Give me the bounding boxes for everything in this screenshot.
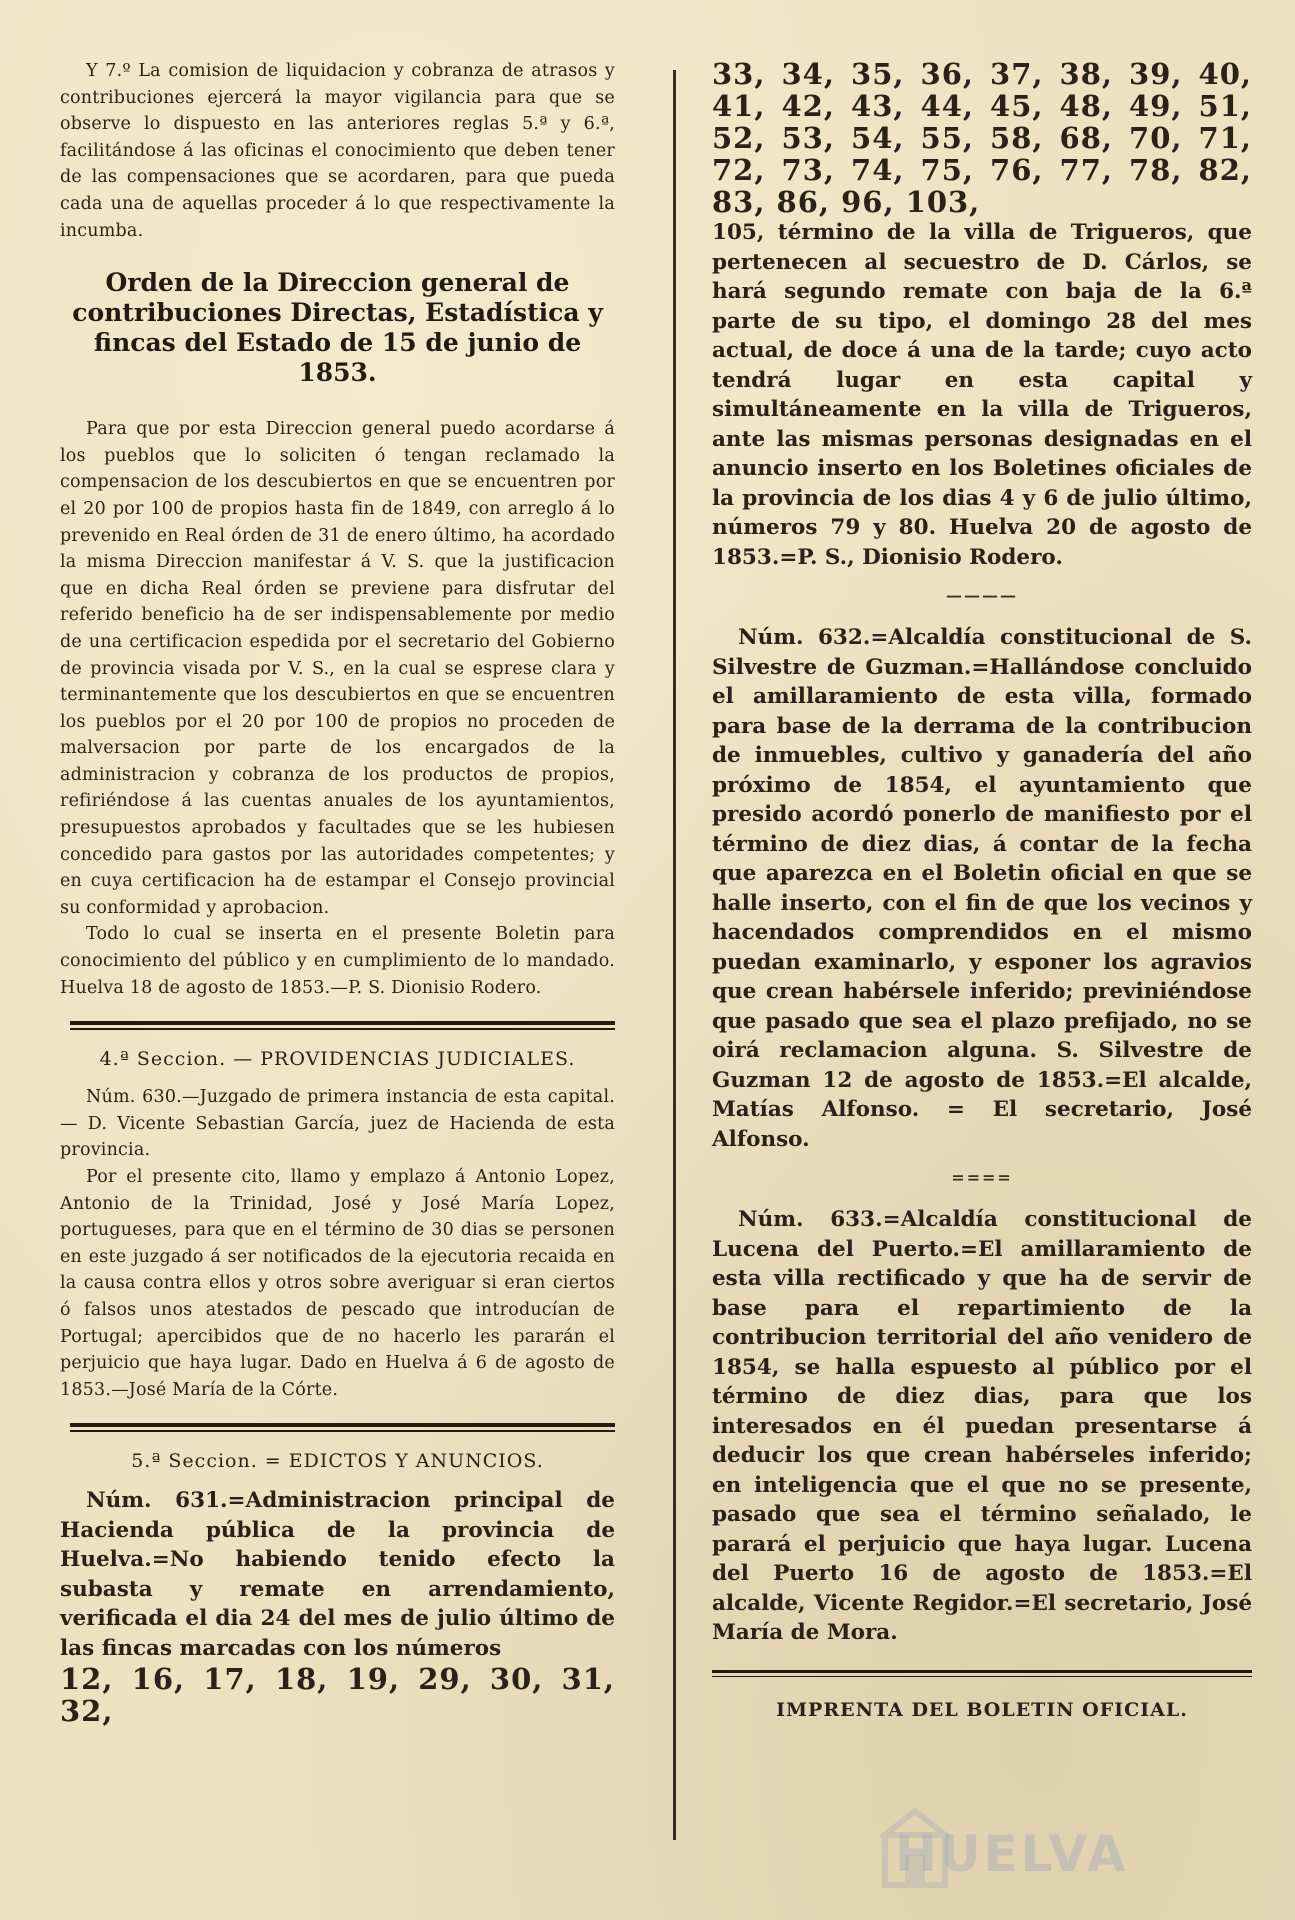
section-divider-thin — [70, 1028, 615, 1030]
section-4-heading: 4.ª Seccion. — PROVIDENCIAS JUDICIALES. — [99, 1048, 576, 1071]
num-631-numbers: 12, 16, 17, 18, 19, 29, 30, 31, 32, — [60, 1662, 615, 1729]
order-body: Para que por esta Direccion general puedo acordarse á los pueblos que lo soliciten ó tengan reclamado la compensacion de los descubiertos en que se encuentren por el 20 por 100 de propios hasta fin de 1849, con arreglo á lo prevenido en Real órden de 31 de enero último, ha acordado la misma Direccion manifestar á V. S. que la justificacion que en dicha Real órden se previene para disfrutar del referido beneficio ha de ser indispensablemente por medio de una certificacion espedida por el secretario del Gobierno de provincia visada por V. S., en la cual se esprese clara y terminantemente que los descubiertos en que se encuentren los pueblos por el 20 por 100 de propios no proceden de malversacion por parte de los encargados de la administracion y cobranza de los productos de propios, refiriéndose á las cuentas anuales de los ayuntamientos, presupuestos aprobados y facultades que se les hubiesen concedido para gastos por las autoridades competentes; y en cuya certificacion ha de estampar el Consejo provincial su conformidad y aprobacion. — [60, 419, 615, 918]
num-631-numbers-cont: 33, 34, 35, 36, 37, 38, 39, 40, 41, 42, 43, 44, 45, 48, 49, 51, 52, 53, 54, 55, 58, 68, 70, 71, 72, 73, 74, 75, 76, 77, 78, 82, 83, 86, 96, 103, — [712, 57, 1252, 219]
watermark-text: HUELVA — [895, 1825, 1129, 1883]
num-630-heading: Núm. 630.—Juzgado de primera instancia de esta capital. — D. Vicente Sebastian García, juez de Hacienda de esta provincia. — [60, 1087, 615, 1161]
section-divider — [70, 1021, 615, 1025]
order-closing: Todo lo cual se inserta en el presente Boletin para conocimiento del público y en cumplimiento de lo mandado. Huelva 18 de agosto de 1853.—P. S. Dionisio Rodero. — [60, 924, 615, 998]
section-5-heading: 5.ª Seccion. = EDICTOS Y ANUNCIOS. — [131, 1450, 544, 1473]
num-633-entry: Núm. 633.=Alcaldía constitucional de Lucena del Puerto.=El amillaramiento de esta villa rectificado y que ha de servir de base para el repartimiento de la contribucion territorial del año venidero de 1854, se halla espuesto al público por el término de diez dias, para que los interesados en él puedan presentarse á deducir los que crean habérseles inferido; en inteligencia que el que no se presente, pasado que sea el término señalado, le parará el perjuicio que haya lugar. Lucena del Puerto 16 de agosto de 1853.=El alcalde, Vicente Regidor.=El secretario, José María de Mora. — [712, 1207, 1252, 1645]
section-divider-thin — [70, 1430, 615, 1432]
left-column — [60, 58, 615, 1727]
num-631-text: Núm. 631.=Administracion principal de Hacienda pública de la provincia de Huelva.=No habiendo tenido efecto la subasta y remate en arrendamiento, verificada el dia 24 del mes de julio último de las fincas marcadas con los números — [60, 1488, 615, 1661]
num-632-entry: Núm. 632.=Alcaldía constitucional de S. Silvestre de Guzman.=Hallándose concluido el amillaramiento de esta villa, formado para base de la derrama de la contribucion de inmuebles, cultivo y ganadería del año próximo de 1854, el ayuntamiento que presido acordó ponerlo de manifiesto por el término de diez dias, á contar de la fecha que aparezca en el Boletin oficial en que se halle inserto, con el fin de que los vecinos y hacendados comprendidos en el mismo puedan examinarlo, y esponer los agravios que crean habérsele inferido; previniéndose que pasado que sea el plazo prefijado, no se oirá reclamacion alguna. S. Silvestre de Guzman 12 de agosto de 1853.=El alcalde, Matías Alfonso. = El secretario, José Alfonso. — [712, 625, 1252, 1152]
section-divider — [70, 1423, 615, 1427]
rule-7-paragraph: Y 7.º La comision de liquidacion y cobranza de atrasos y contribuciones ejercerá la mayor vigilancia para que se observe lo dispuesto en las anteriores reglas 5.ª y 6.ª, facilitándose á las oficinas el conocimiento que deben tener de las compensaciones que se acordaren, para que pueda cada una de aquellas proceder á lo que respectivamente la incumba. — [60, 61, 615, 241]
num-630-body: Por el presente cito, llamo y emplazo á Antonio Lopez, Antonio de la Trinidad, José y José María Lopez, portugueses, para que en el término de 30 dias se personen en este juzgado á ser notificados de la ejecutoria recaida en la causa contra ellos y otros sobre averiguar si eran ciertos ó falsos unos atestados de pescado que introducían de Portugal; apercibidos que de no hacerlo les pararán el perjuicio que haya lugar. Dado en Huelva á 6 de agosto de 1853.—José María de la Córte. — [60, 1167, 615, 1400]
right-column — [712, 58, 1252, 1721]
imprenta-footer: IMPRENTA DEL BOLETIN OFICIAL. — [776, 1698, 1188, 1721]
entry-separator: ==== — [951, 1168, 1013, 1187]
imprenta-rule — [712, 1670, 1252, 1673]
order-title: Orden de la Direccion general de contribuciones Directas, Estadística y fincas del Estado de 15 de junio de 1853. — [72, 268, 603, 388]
imprenta-rule-thin — [712, 1676, 1252, 1677]
num-631-continuation: 105, término de la villa de Trigueros, que pertenecen al secuestro de D. Cárlos, se hará segundo remate con baja de la 6.ª parte de su tipo, el domingo 28 del mes actual, de doce á una de la tarde; cuyo acto tendrá lugar en esta capital y simultáneamente en la villa de Trigueros, ante las mismas personas designadas en el anuncio inserto en los Boletines oficiales de la provincia de los dias 4 y 6 de julio último, números 79 y 80. Huelva 20 de agosto de 1853.=P. S., Dionisio Rodero. — [712, 220, 1252, 570]
column-divider — [673, 70, 676, 1840]
entry-separator: ———— — [946, 586, 1018, 605]
